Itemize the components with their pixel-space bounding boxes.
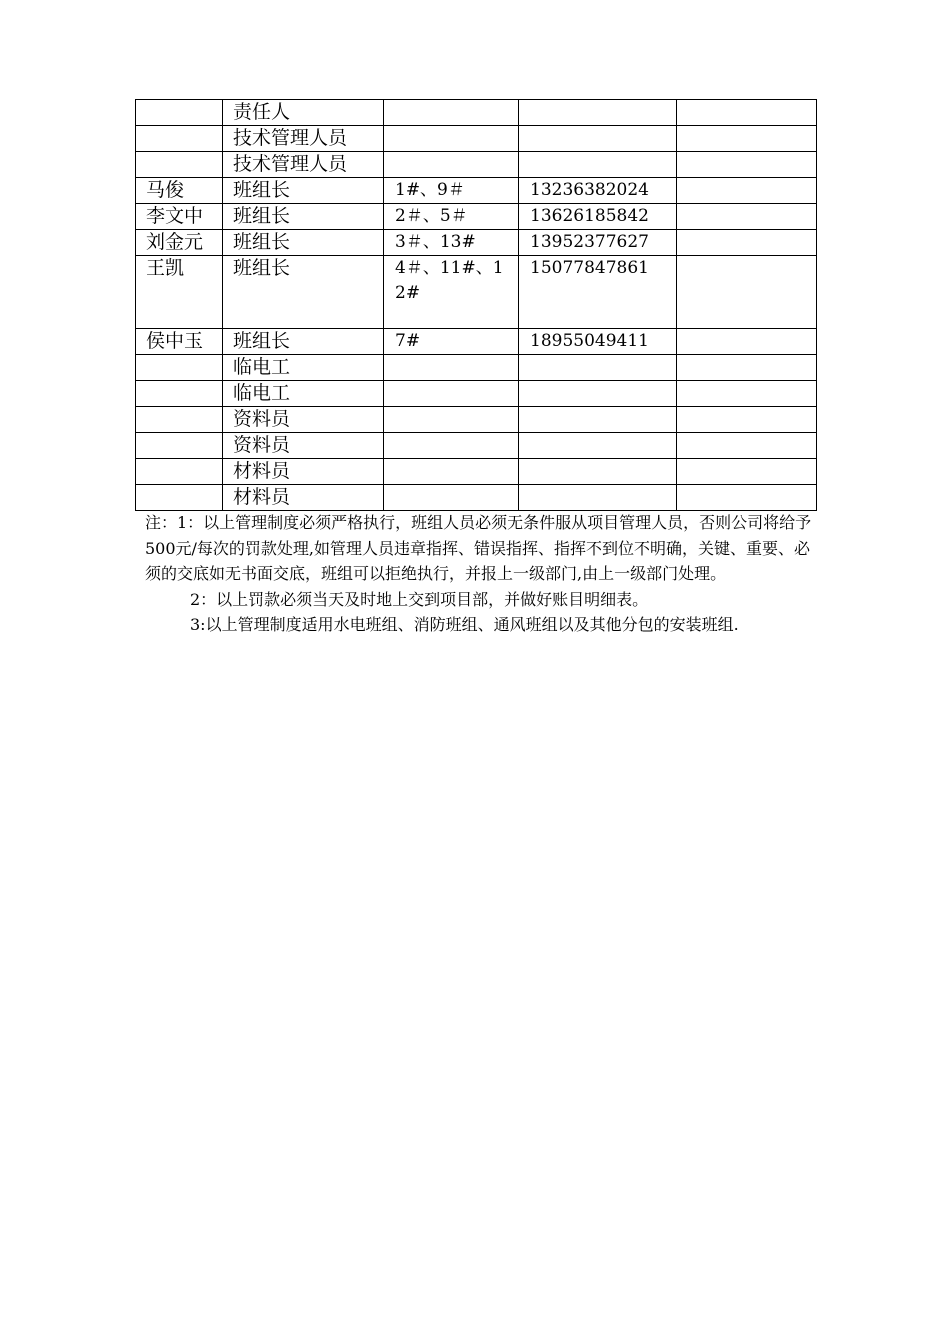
name-cell [136,433,223,459]
phone-cell [519,485,677,511]
area-cell [384,459,519,485]
role-cell: 班组长 [223,204,384,230]
area-cell: 7# [384,329,519,355]
name-cell [136,381,223,407]
area-cell: 3＃、13# [384,230,519,256]
role-cell: 责任人 [223,100,384,126]
phone-cell: 13952377627 [519,230,677,256]
note-2: 2：以上罚款必须当天及时地上交到项目部，并做好账目明细表。 [190,589,649,609]
role-cell: 班组长 [223,329,384,355]
extra-cell [677,256,817,329]
role-cell: 班组长 [223,178,384,204]
phone-cell [519,433,677,459]
area-cell [384,100,519,126]
table-row [136,459,817,485]
phone-cell [519,152,677,178]
name-cell: 刘金元 [136,230,223,256]
extra-cell [677,230,817,256]
table-row [136,381,817,407]
table-row [136,407,817,433]
extra-cell [677,355,817,381]
name-cell [136,100,223,126]
extra-cell [677,178,817,204]
area-cell [384,433,519,459]
extra-cell [677,152,817,178]
phone-cell [519,126,677,152]
area-cell [384,485,519,511]
notes-section [145,510,817,638]
phone-cell: 15077847861 [519,256,677,329]
phone-cell: 13626185842 [519,204,677,230]
role-cell: 临电工 [223,355,384,381]
table-row [136,485,817,511]
extra-cell [677,204,817,230]
table-row [136,230,817,256]
extra-cell [677,407,817,433]
area-cell: 2＃、5＃ [384,204,519,230]
name-cell [136,152,223,178]
phone-cell [519,407,677,433]
note-3: 3:以上管理制度适用水电班组、消防班组、通风班组以及其他分包的安装班组. [190,615,739,634]
area-cell [384,355,519,381]
role-cell: 技术管理人员 [223,152,384,178]
role-cell: 班组长 [223,230,384,256]
phone-cell: 13236382024 [519,178,677,204]
table-row [136,329,817,355]
name-cell: 侯中玉 [136,329,223,355]
extra-cell [677,329,817,355]
table-row [136,355,817,381]
name-cell [136,459,223,485]
note-1: 注：1：以上管理制度必须严格执行，班组人员必须无条件服从项目管理人员，否则公司将给予500元/每次的罚款处理,如管理人员违章指挥、错误指挥、指挥不到位不明确，关键、重要、必须的交底如无书面交底，班组可以拒绝执行，并报上一级部门,由上一级部门处理。 [145,513,812,583]
area-cell [384,381,519,407]
role-cell: 临电工 [223,381,384,407]
role-cell: 资料员 [223,407,384,433]
name-cell [136,355,223,381]
extra-cell [677,126,817,152]
name-cell: 李文中 [136,204,223,230]
staff-contact-table [135,99,817,511]
phone-cell: 18955049411 [519,329,677,355]
table-row [136,178,817,204]
name-cell [136,126,223,152]
role-cell: 资料员 [223,433,384,459]
area-text-wrapped: 4＃、11#、12# [395,258,504,303]
area-cell: 1#、9＃ [384,178,519,204]
name-cell: 马俊 [136,178,223,204]
extra-cell [677,100,817,126]
phone-cell [519,100,677,126]
table-row [136,100,817,126]
phone-cell [519,381,677,407]
extra-cell [677,381,817,407]
name-cell: 王凯 [136,256,223,329]
extra-cell [677,433,817,459]
role-cell: 班组长 [223,256,384,329]
role-cell: 材料员 [223,485,384,511]
phone-cell [519,355,677,381]
table-row [136,152,817,178]
extra-cell [677,459,817,485]
role-cell: 材料员 [223,459,384,485]
phone-cell [519,459,677,485]
table-row [136,126,817,152]
area-cell [384,152,519,178]
table-row [136,256,817,329]
area-cell [384,126,519,152]
area-cell [384,407,519,433]
extra-cell [677,485,817,511]
table-row [136,433,817,459]
role-cell: 技术管理人员 [223,126,384,152]
name-cell [136,407,223,433]
area-cell [384,256,519,329]
table-row [136,204,817,230]
name-cell [136,485,223,511]
